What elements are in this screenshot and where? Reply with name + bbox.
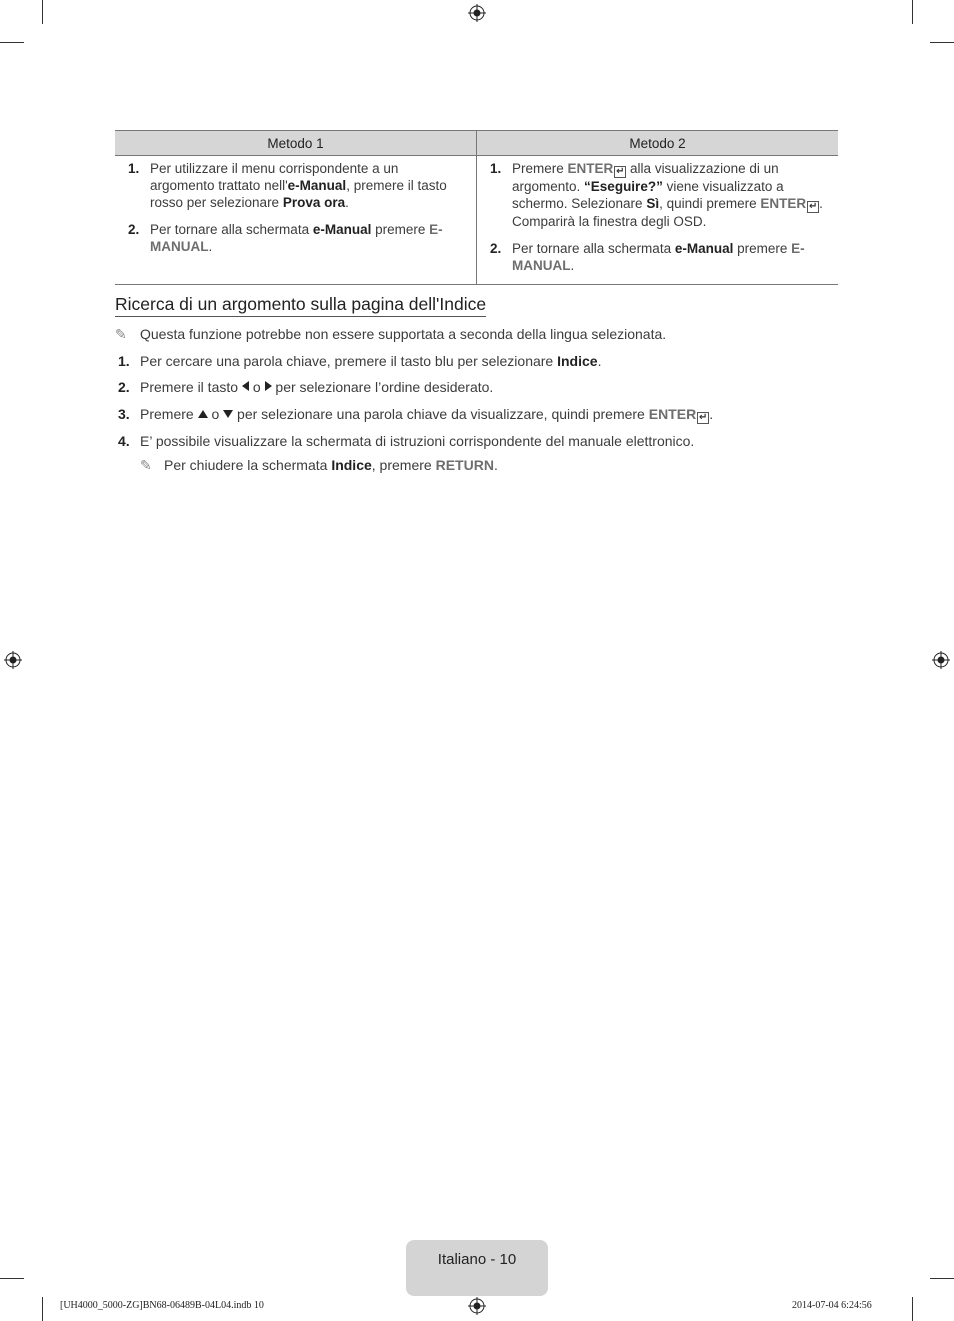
section-title: Ricerca di un argomento sulla pagina dell'Indice [115,294,486,317]
footer-file-name: [UH4000_5000-ZG]BN68-06489B-04L04.indb 10 [60,1300,264,1311]
keyword: ENTER [760,196,807,211]
registration-mark-icon [932,651,950,669]
step-number: 2. [128,222,140,237]
keyword: Prova ora [282,195,346,210]
crop-mark [930,42,954,43]
page-number-tab [406,1240,548,1296]
right-arrow-icon [265,381,272,391]
keyword: “Eseguire?” [584,179,663,194]
method-1-list [125,160,466,255]
header-method-2: Metodo 2 [477,131,839,156]
left-arrow-icon [242,381,249,391]
enter-icon: ↵ [808,201,818,212]
step-number: 1. [128,161,140,176]
method-2-list [487,160,828,274]
keyword: Sì [646,196,660,211]
note-pencil-icon: ✎ [115,326,127,342]
keyword: E-MANUAL [150,222,443,254]
up-arrow-icon [198,410,208,418]
step-text: E’ possibile visualizzare la schermata di istruzioni corrispondente del manuale elettronico. [140,433,695,449]
method-1-cell [115,156,477,285]
step-number: 2. [118,379,130,395]
step-text: Premere o per selezionare una parola chiave da visualizzare, quindi premere ENTER ↵ . [140,406,714,423]
methods-table [115,130,838,285]
list-item: 1. Premere ENTER ↵ alla visualizzazione di un argomento. “Eseguire?” viene visualizzato a schermo. Selezionare Sì, quindi premere ENTER ↵ . Comparirà la finestra degli OSD. [490,161,823,229]
list-item: 1. Per utilizzare il menu corrispondente a un argomento trattato nell'e-Manual, premere il tasto rosso per selezionare Prova ora. [128,161,447,210]
step-number: 2. [490,241,502,256]
keyword: e-Manual [312,222,372,237]
step-number: 1. [118,353,130,369]
keyword: e-Manual [287,178,347,193]
step-text: Premere il tasto o per selezionare l’ordine desiderato. [140,379,494,395]
header-method-1: Metodo 1 [115,131,477,156]
step-4-subnote: Per chiudere la schermata Indice, premere RETURN. [164,457,498,473]
step-text: Per cercare una parola chiave, premere il tasto blu per selezionare Indice. [140,353,602,369]
down-arrow-icon [223,410,233,418]
crop-mark [912,1297,913,1321]
keyword: RETURN [435,457,494,473]
keyword: Indice [331,457,372,473]
keyword: Indice [557,353,598,369]
registration-mark-icon [4,651,22,669]
footer-timestamp: 2014-07-04 6:24:56 [792,1300,872,1311]
keyword: E-MANUAL [512,241,805,273]
crop-mark [0,1278,24,1279]
list-item: 2. Per tornare alla schermata e-Manual premere E-MANUAL. [128,222,443,254]
keyword: ENTER [648,406,697,422]
step-number: 3. [118,406,130,422]
section-note: Questa funzione potrebbe non essere supportata a seconda della lingua selezionata. [140,326,667,342]
keyword: ENTER [567,161,614,176]
step-number: 4. [118,433,130,449]
enter-icon: ↵ [698,412,708,423]
enter-icon: ↵ [616,166,625,177]
registration-mark-icon [468,4,486,22]
keyword: e-Manual [674,241,734,256]
crop-mark [930,1278,954,1279]
crop-mark [912,0,913,24]
table-header-row [115,131,838,156]
table-row [115,156,838,285]
registration-mark-icon [468,1297,486,1315]
list-item: 2. Per tornare alla schermata e-Manual premere E-MANUAL. [490,241,805,273]
method-2-cell [477,156,839,285]
crop-mark [0,42,24,43]
step-number: 1. [490,161,502,176]
crop-mark [42,1297,43,1321]
crop-mark [42,0,43,24]
note-pencil-icon: ✎ [140,457,152,473]
page-label: Italiano - 10 [437,1251,517,1268]
